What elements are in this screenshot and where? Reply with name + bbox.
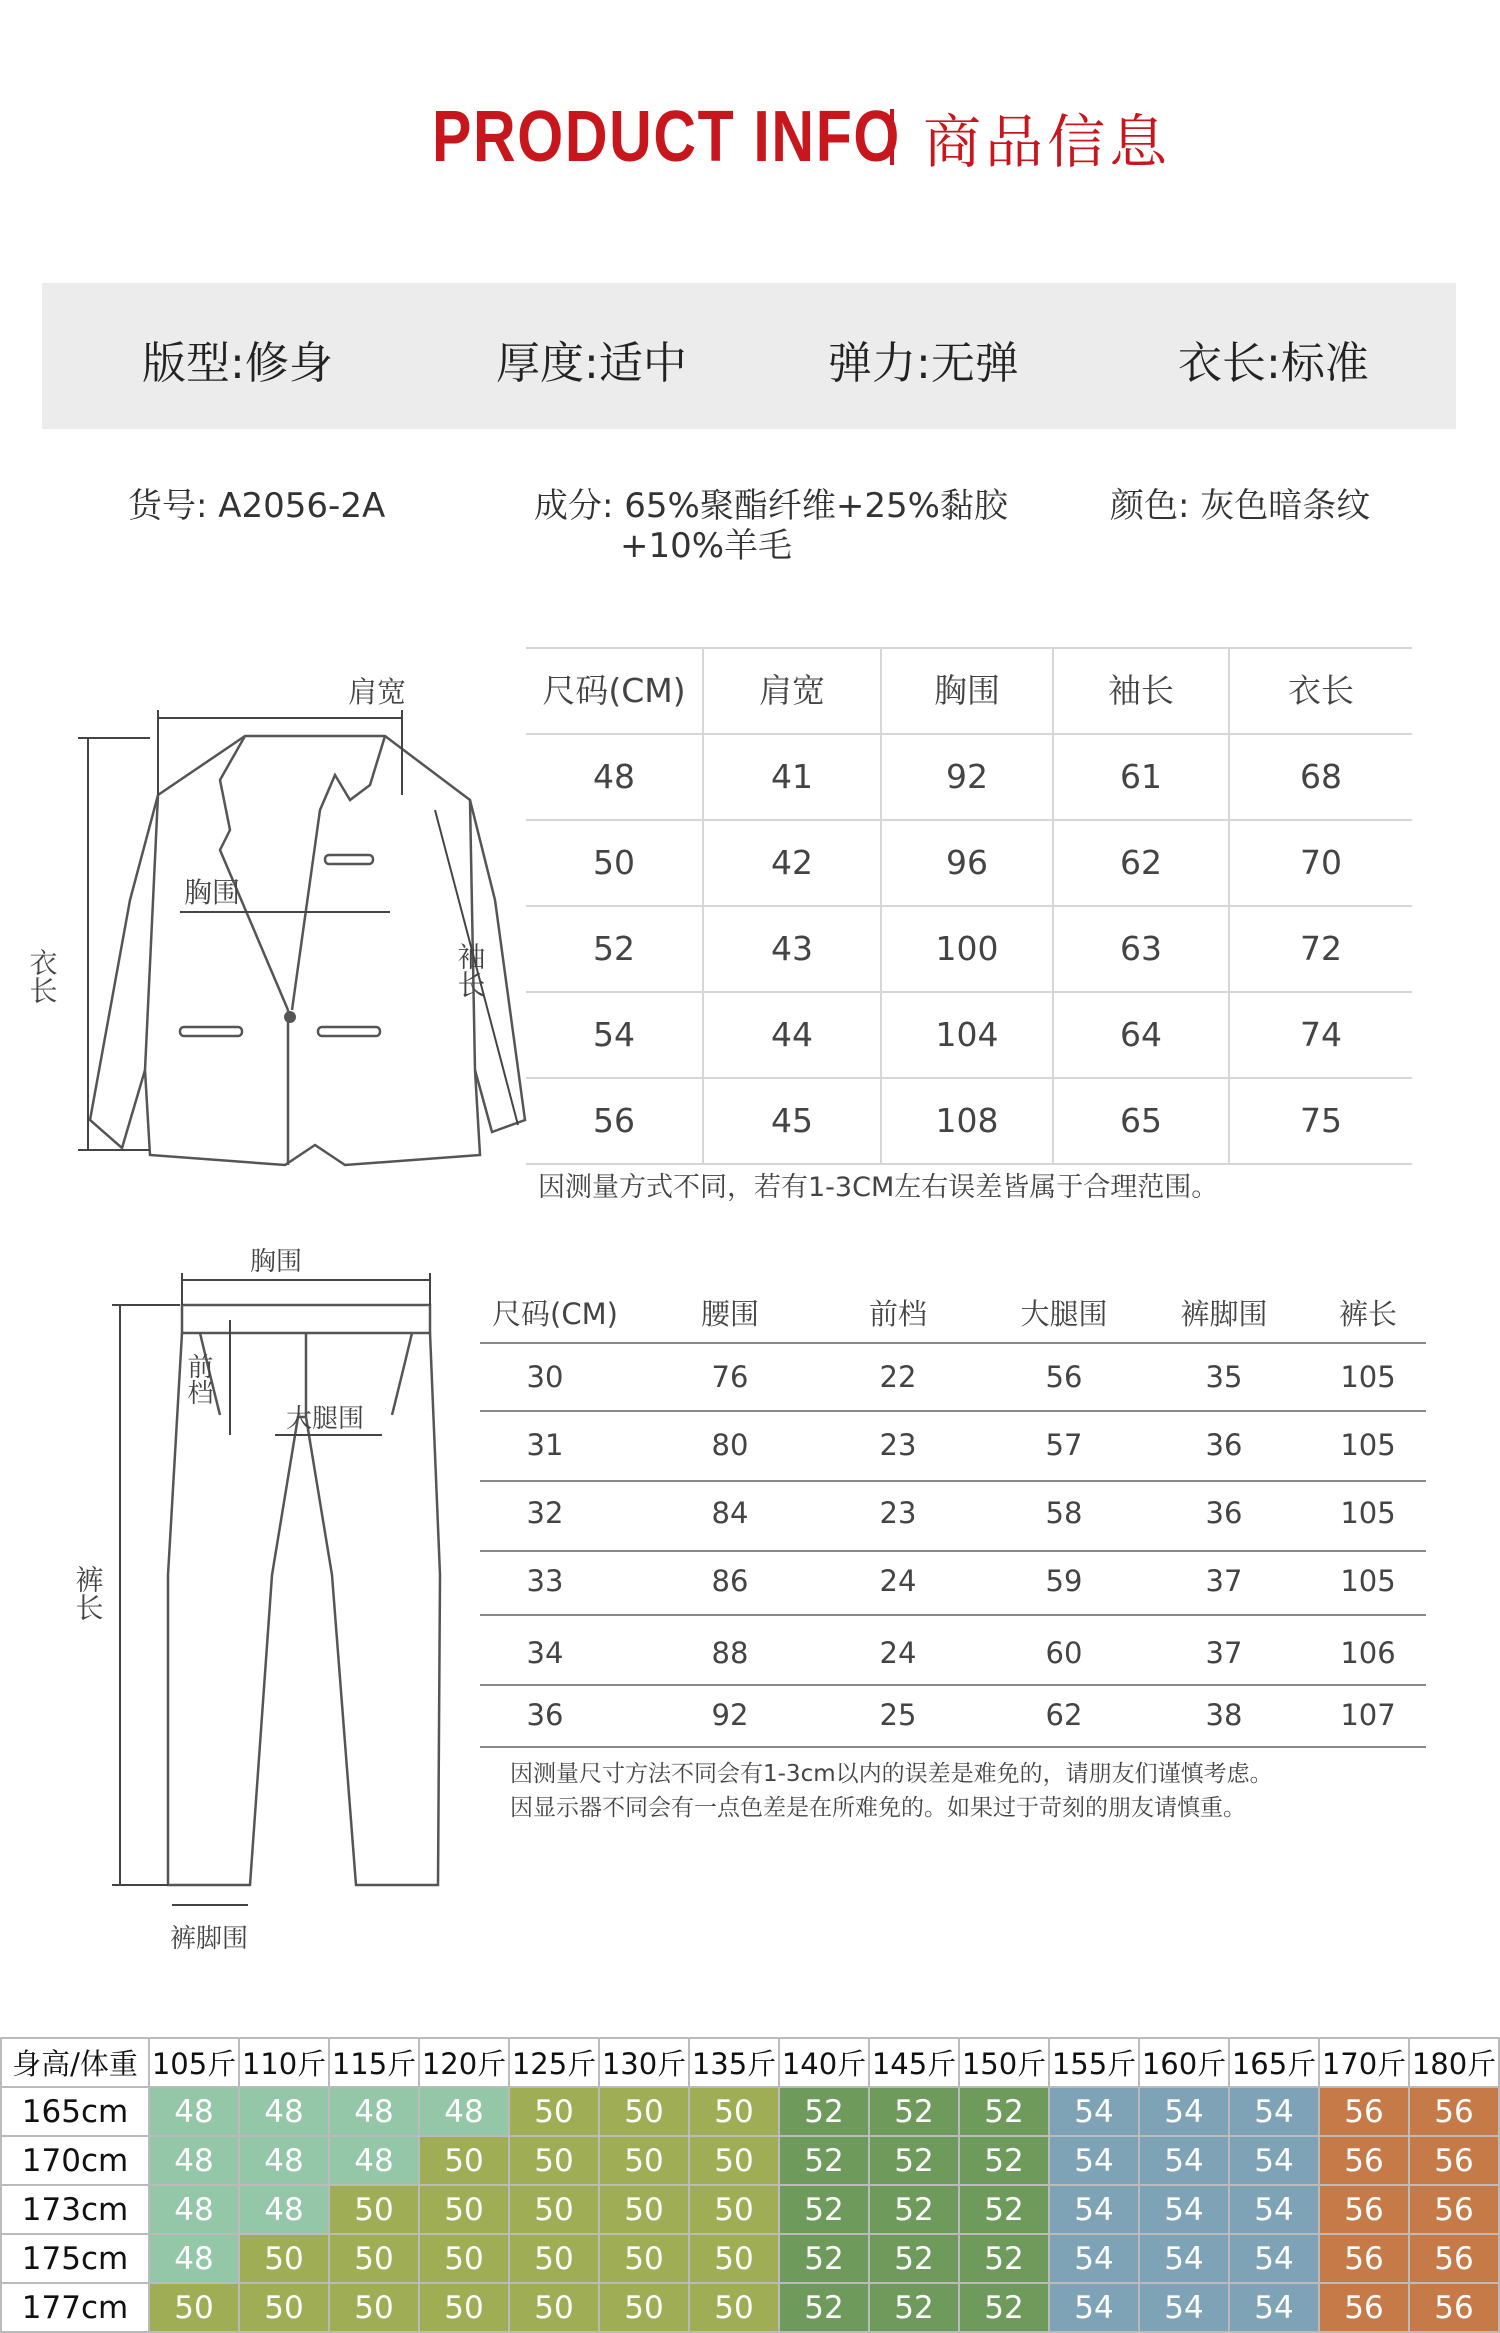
size-cell: 50 <box>689 2185 779 2234</box>
size-cell: 50 <box>419 2136 509 2185</box>
pants-th: 腰围 <box>700 1297 759 1331</box>
pants-td: 36 <box>1205 1496 1243 1530</box>
label-hem: 裤脚围 <box>170 1924 249 1954</box>
size-cell: 52 <box>779 2234 869 2283</box>
grid-header-row <box>1 2038 1499 2087</box>
size-cell: 52 <box>869 2087 959 2136</box>
pants-table-row <box>480 1552 1426 1616</box>
size-cell: 48 <box>329 2087 419 2136</box>
size-cell: 50 <box>509 2136 599 2185</box>
pants-td: 105 <box>1340 1360 1396 1394</box>
pants-td: 31 <box>526 1428 564 1462</box>
weight-header: 150斤 <box>959 2038 1049 2087</box>
jacket-table-note: 因测量方式不同，若有1-3CM左右误差皆属于合理范围。 <box>538 1172 1219 1203</box>
material-line2: +10%羊毛 <box>620 526 793 566</box>
jacket-td: 62 <box>1052 821 1228 905</box>
weight-header: 135斤 <box>689 2038 779 2087</box>
right-pocket-line <box>392 1333 412 1415</box>
pants-td: 76 <box>711 1360 749 1394</box>
jacket-td: 64 <box>1052 993 1228 1077</box>
jacket-table-row <box>526 733 1412 819</box>
jacket-size-table <box>526 647 1412 1165</box>
pants-td: 30 <box>526 1360 564 1394</box>
size-cell: 50 <box>509 2185 599 2234</box>
pants-td: 34 <box>526 1636 564 1670</box>
pants-td: 37 <box>1205 1636 1243 1670</box>
pants-table-row <box>480 1616 1426 1686</box>
jacket-table-row <box>526 1077 1412 1165</box>
pants-table-row <box>480 1686 1426 1748</box>
size-cell: 50 <box>599 2185 689 2234</box>
jacket-th: 胸围 <box>880 649 1052 733</box>
weight-header: 160斤 <box>1139 2038 1229 2087</box>
jacket-th: 衣长 <box>1228 649 1412 733</box>
right-pocket <box>318 1027 380 1036</box>
size-cell: 52 <box>779 2185 869 2234</box>
pants-td: 22 <box>879 1360 917 1394</box>
pants-td: 23 <box>879 1428 917 1462</box>
size-cell: 52 <box>959 2185 1049 2234</box>
right-lapel <box>292 736 385 1010</box>
size-cell: 52 <box>959 2087 1049 2136</box>
jacket-th: 尺码(CM) <box>542 671 686 710</box>
jacket-td: 48 <box>593 757 635 796</box>
size-cell: 54 <box>1139 2234 1229 2283</box>
size-cell: 50 <box>689 2234 779 2283</box>
label-sleeve: 袖长 <box>453 942 487 998</box>
pants-td: 25 <box>879 1698 917 1732</box>
header-title-en: PRODUCT INFO <box>431 97 901 177</box>
jacket-td: 42 <box>702 821 880 905</box>
height-header: 177cm <box>1 2283 149 2332</box>
label-thigh: 大腿围 <box>286 1404 365 1434</box>
size-cell: 48 <box>239 2185 329 2234</box>
weight-header: 115斤 <box>329 2038 419 2087</box>
size-cell: 52 <box>779 2283 869 2332</box>
size-cell: 54 <box>1229 2087 1319 2136</box>
pants-td: 88 <box>711 1636 749 1670</box>
weight-header: 170斤 <box>1319 2038 1409 2087</box>
pants-td: 33 <box>526 1564 564 1598</box>
size-recommendation-grid <box>0 2037 1500 2333</box>
pants-size-table <box>480 1278 1426 1748</box>
size-cell: 54 <box>1139 2185 1229 2234</box>
size-cell: 54 <box>1229 2136 1319 2185</box>
attr-fit: 版型:修身 <box>142 338 333 389</box>
size-cell: 54 <box>1229 2283 1319 2332</box>
pants-td: 80 <box>711 1428 749 1462</box>
size-cell: 50 <box>599 2136 689 2185</box>
size-cell: 54 <box>1049 2136 1139 2185</box>
size-cell: 50 <box>509 2283 599 2332</box>
jacket-td: 50 <box>593 843 635 882</box>
size-cell: 56 <box>1319 2087 1409 2136</box>
size-cell: 52 <box>869 2234 959 2283</box>
jacket-td: 61 <box>1052 735 1228 819</box>
pants-td: 106 <box>1340 1636 1396 1670</box>
height-header: 175cm <box>1 2234 149 2283</box>
size-cell: 54 <box>1049 2283 1139 2332</box>
pants-td: 107 <box>1340 1698 1396 1732</box>
jacket-td: 108 <box>880 1079 1052 1163</box>
size-cell: 56 <box>1409 2087 1499 2136</box>
size-cell: 50 <box>419 2234 509 2283</box>
header-title-cn: 商品信息 <box>923 108 1172 176</box>
left-lapel <box>220 736 288 1010</box>
chest-pocket <box>325 855 373 864</box>
size-cell: 50 <box>149 2283 239 2332</box>
pants-td: 56 <box>1045 1360 1083 1394</box>
pants-td: 24 <box>879 1636 917 1670</box>
size-cell: 52 <box>869 2283 959 2332</box>
size-cell: 54 <box>1049 2087 1139 2136</box>
pants-td: 38 <box>1205 1698 1243 1732</box>
size-cell: 48 <box>329 2136 419 2185</box>
pants-td: 24 <box>879 1564 917 1598</box>
height-header: 165cm <box>1 2087 149 2136</box>
size-cell: 56 <box>1409 2234 1499 2283</box>
item-number: 货号: A2056-2A <box>128 486 386 526</box>
label-shoulder: 肩宽 <box>348 675 407 709</box>
pants-th: 裤脚围 <box>1180 1297 1268 1331</box>
height-header: 173cm <box>1 2185 149 2234</box>
pants-td: 32 <box>526 1496 564 1530</box>
pants-th: 大腿围 <box>1020 1297 1108 1331</box>
jacket-table-row <box>526 991 1412 1077</box>
size-cell: 48 <box>239 2136 329 2185</box>
size-cell: 52 <box>959 2234 1049 2283</box>
jacket-td: 44 <box>702 993 880 1077</box>
size-cell: 50 <box>329 2234 419 2283</box>
size-cell: 56 <box>1319 2136 1409 2185</box>
size-cell: 50 <box>329 2283 419 2332</box>
size-cell: 50 <box>509 2234 599 2283</box>
jacket-table-header <box>526 647 1412 733</box>
pants-td: 105 <box>1340 1564 1396 1598</box>
jacket-td: 96 <box>880 821 1052 905</box>
attr-elasticity: 弹力:无弹 <box>828 338 1019 389</box>
grid-row <box>1 2087 1499 2136</box>
size-cell: 52 <box>959 2283 1049 2332</box>
size-cell: 56 <box>1319 2283 1409 2332</box>
jacket-th: 肩宽 <box>702 649 880 733</box>
size-cell: 54 <box>1229 2185 1319 2234</box>
pants-td: 37 <box>1205 1564 1243 1598</box>
size-cell: 54 <box>1139 2136 1229 2185</box>
jacket-td: 45 <box>702 1079 880 1163</box>
size-cell: 56 <box>1319 2234 1409 2283</box>
size-cell: 48 <box>149 2087 239 2136</box>
pants-td: 60 <box>1045 1636 1083 1670</box>
jacket-table-row <box>526 905 1412 991</box>
jacket-td: 56 <box>593 1101 635 1140</box>
page-header <box>0 95 1500 185</box>
size-cell: 54 <box>1139 2087 1229 2136</box>
pants-td: 35 <box>1205 1360 1243 1394</box>
weight-header: 125斤 <box>509 2038 599 2087</box>
jacket-diagram <box>25 650 530 1190</box>
pants-note-line1: 因测量尺寸方法不同会有1-3cm以内的误差是难免的，请朋友们谨慎考虑。 <box>510 1761 1273 1787</box>
pants-table-row <box>480 1412 1426 1482</box>
size-cell: 50 <box>509 2087 599 2136</box>
grid-corner-cell: 身高/体重 <box>1 2038 149 2087</box>
size-cell: 50 <box>329 2185 419 2234</box>
weight-header: 110斤 <box>239 2038 329 2087</box>
pants-td: 84 <box>711 1496 749 1530</box>
material-line1: 成分: 65%聚酯纤维+25%黏胶 <box>534 486 1008 526</box>
attr-length: 衣长:标准 <box>1178 338 1369 389</box>
size-cell: 54 <box>1049 2234 1139 2283</box>
jacket-td: 100 <box>880 907 1052 991</box>
pants-td: 105 <box>1340 1496 1396 1530</box>
jacket-td: 65 <box>1052 1079 1228 1163</box>
pants-th: 尺码(CM) <box>492 1297 618 1331</box>
jacket-td: 104 <box>880 993 1052 1077</box>
pants-td: 59 <box>1045 1564 1083 1598</box>
size-cell: 50 <box>599 2087 689 2136</box>
pants-td: 92 <box>711 1698 749 1732</box>
pants-td: 62 <box>1045 1698 1083 1732</box>
size-cell: 50 <box>689 2087 779 2136</box>
right-sleeve-line <box>470 800 475 1070</box>
jacket-th: 袖长 <box>1052 649 1228 733</box>
grid-row <box>1 2234 1499 2283</box>
size-cell: 50 <box>419 2283 509 2332</box>
grid-row <box>1 2185 1499 2234</box>
size-cell: 54 <box>1139 2283 1229 2332</box>
pants-td: 105 <box>1340 1428 1396 1462</box>
color-info: 颜色: 灰色暗条纹 <box>1110 486 1371 526</box>
size-cell: 52 <box>779 2136 869 2185</box>
pants-table-header <box>480 1278 1426 1344</box>
grid-row <box>1 2136 1499 2185</box>
weight-header: 155斤 <box>1049 2038 1139 2087</box>
label-chest: 胸围 <box>184 876 241 909</box>
size-cell: 50 <box>239 2283 329 2332</box>
label-length: 衣长 <box>25 948 59 1004</box>
pants-note-line2: 因显示器不同会有一点色差是在所难免的。如果过于苛刻的朋友请慎重。 <box>510 1795 1246 1821</box>
pants-table-row <box>480 1482 1426 1552</box>
label-length: 裤长 <box>71 1565 105 1621</box>
jacket-td: 72 <box>1228 907 1412 991</box>
size-cell: 48 <box>149 2185 239 2234</box>
jacket-td: 54 <box>593 1015 635 1054</box>
size-cell: 50 <box>419 2185 509 2234</box>
label-waist: 胸围 <box>250 1247 303 1277</box>
size-cell: 52 <box>869 2136 959 2185</box>
pants-td: 58 <box>1045 1496 1083 1530</box>
jacket-td: 68 <box>1228 735 1412 819</box>
label-rise: 前档 <box>183 1353 213 1405</box>
weight-header: 140斤 <box>779 2038 869 2087</box>
size-cell: 50 <box>689 2283 779 2332</box>
jacket-button <box>284 1011 296 1023</box>
size-cell: 56 <box>1409 2185 1499 2234</box>
size-cell: 48 <box>149 2234 239 2283</box>
jacket-td: 41 <box>702 735 880 819</box>
pants-td: 86 <box>711 1564 749 1598</box>
height-header: 170cm <box>1 2136 149 2185</box>
pants-td: 36 <box>526 1698 564 1732</box>
jacket-td: 75 <box>1228 1079 1412 1163</box>
jacket-td: 52 <box>593 929 635 968</box>
weight-header: 130斤 <box>599 2038 689 2087</box>
size-cell: 52 <box>959 2136 1049 2185</box>
size-cell: 50 <box>599 2234 689 2283</box>
attr-thickness: 厚度:适中 <box>496 338 687 389</box>
weight-header: 105斤 <box>149 2038 239 2087</box>
left-pocket <box>180 1027 242 1036</box>
size-cell: 54 <box>1049 2185 1139 2234</box>
weight-header: 120斤 <box>419 2038 509 2087</box>
pants-td: 57 <box>1045 1428 1083 1462</box>
jacket-td: 43 <box>702 907 880 991</box>
jacket-td: 63 <box>1052 907 1228 991</box>
size-cell: 50 <box>239 2234 329 2283</box>
size-cell: 50 <box>599 2283 689 2332</box>
pants-diagram <box>60 1235 460 1955</box>
jacket-td: 70 <box>1228 821 1412 905</box>
attribute-band <box>42 283 1456 429</box>
pants-table-row <box>480 1344 1426 1412</box>
size-cell: 52 <box>779 2087 869 2136</box>
pants-td: 23 <box>879 1496 917 1530</box>
weight-header: 180斤 <box>1409 2038 1499 2087</box>
size-cell: 56 <box>1319 2185 1409 2234</box>
pants-waistband <box>182 1305 430 1333</box>
size-cell: 54 <box>1229 2234 1319 2283</box>
size-cell: 48 <box>149 2136 239 2185</box>
pants-td: 36 <box>1205 1428 1243 1462</box>
size-cell: 48 <box>419 2087 509 2136</box>
weight-header: 145斤 <box>869 2038 959 2087</box>
size-cell: 52 <box>869 2185 959 2234</box>
grid-row <box>1 2283 1499 2332</box>
pants-th: 裤长 <box>1338 1297 1397 1331</box>
weight-header: 165斤 <box>1229 2038 1319 2087</box>
size-cell: 56 <box>1409 2283 1499 2332</box>
pants-th: 前档 <box>868 1297 927 1331</box>
jacket-td: 74 <box>1228 993 1412 1077</box>
size-cell: 48 <box>239 2087 329 2136</box>
jacket-td: 92 <box>880 735 1052 819</box>
size-cell: 56 <box>1409 2136 1499 2185</box>
jacket-table-row <box>526 819 1412 905</box>
size-cell: 50 <box>689 2136 779 2185</box>
